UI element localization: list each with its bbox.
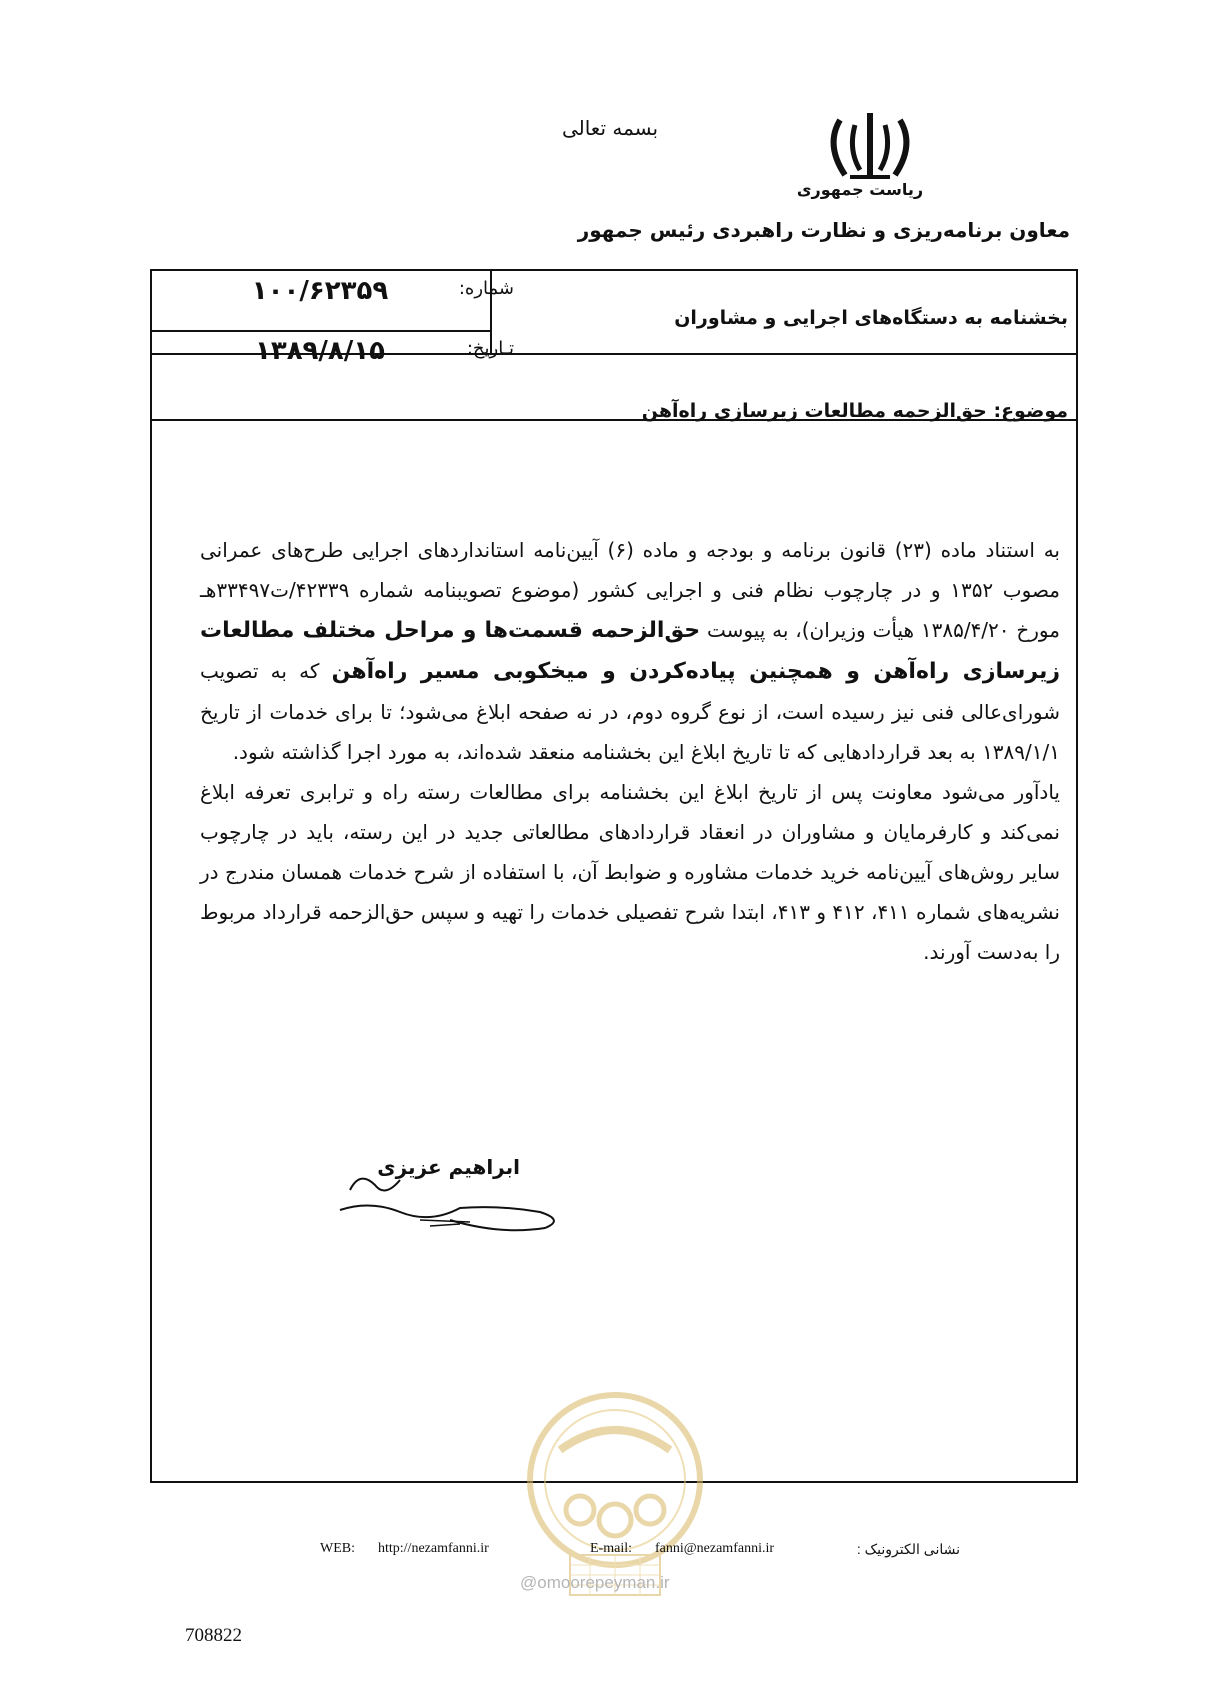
office-title: معاون برنامه‌ریزی و نظارت راهبردی رئیس جمهور [577,218,1070,242]
electronic-address-label: نشانی الکترونیک : [856,1541,960,1557]
body-paragraph-1-bold: حق‌الزحمه قسمت‌ها و مراحل مختلف مطالعات زیرسازی راه‌آهن و همچنین پیاده‌کردن و میخکوبی مسیر راه‌آهن [200,618,1060,684]
date-value: ۱۳۸۹/۸/۱۵ [254,336,386,366]
letter-body [200,530,1060,972]
basmala-text: بسمه تعالی [561,116,659,140]
web-label: WEB: [320,1541,355,1556]
document-number: 708822 [185,1625,242,1646]
handwritten-signature [330,1150,590,1240]
web-link[interactable]: http://nezamfanni.ir [378,1541,489,1556]
meta-divider [152,330,492,332]
body-paragraph-1-end: که به تصویب شورای‌عالی فنی نیز رسیده است، از نوع گروه دوم، در نه صفحه ابلاغ می‌شود؛ تا برای خدمات از تاریخ ۱۳۸۹/۱/۱ به بعد قراردادهایی که تا تاریخ ابلاغ این بخشنامه منعقد شده‌اند، به مورد اجرا گذاشته شود. [200,659,1060,764]
body-paragraph-2: یادآور می‌شود معاونت پس از تاریخ ابلاغ این بخشنامه برای مطالعات رسته راه و ترابری تعرفه ابلاغ نمی‌کند و کارفرمایان و مشاوران در انعقاد قراردادهای مطالعاتی جدید در این رسته، باید در چارچوب سایر روش‌های آیین‌نامه خرید خدمات مشاوره و ضوابط آن، با استفاده از شرح خدمات همسان مندرج در نشریه‌های شماره ۴۱۱، ۴۱۲ و ۴۱۳، ابتدا شرح تفصیلی خدمات را تهیه و سپس حق‌الزحمه قرارداد مربوط را به‌دست آورند. [200,780,1060,964]
subject-line: موضوع: حق‌الزحمه مطالعات زیرسازی راه‌آهن [641,400,1068,422]
recipient-line: بخشنامه به دستگاه‌های اجرایی و مشاوران [674,307,1068,329]
signatory-name: ابراهیم عزیزی [377,1155,520,1179]
email-label: E-mail: [590,1541,632,1556]
number-value: ۱۰۰/۶۲۳۵۹ [251,276,389,306]
body-paragraph-1 [200,530,1060,772]
source-watermark: @omoorepeyman.ir [520,1573,670,1592]
email-link[interactable]: fanni@nezamfanni.ir [655,1541,775,1556]
date-label: تـاریخ: [466,338,514,359]
presidency-label: ریاست جمهوری [796,180,924,199]
number-label: شماره: [458,278,514,299]
body-paragraph-1-start: به استناد ماده (۲۳) قانون برنامه و بودجه و ماده (۶) آیین‌نامه استانداردهای اجرایی طرح‌های عمرانی مصوب ۱۳۵۲ و در چارچوب نظام فنی و اجرایی کشور (موضوع تصویبنامه شماره ۴۲۳۳۹/ت۳۳۴۹۷هـ مورخ ۱۳۸۵/۴/۲۰ هیأت وزیران)، به پیوست [200,538,1061,642]
